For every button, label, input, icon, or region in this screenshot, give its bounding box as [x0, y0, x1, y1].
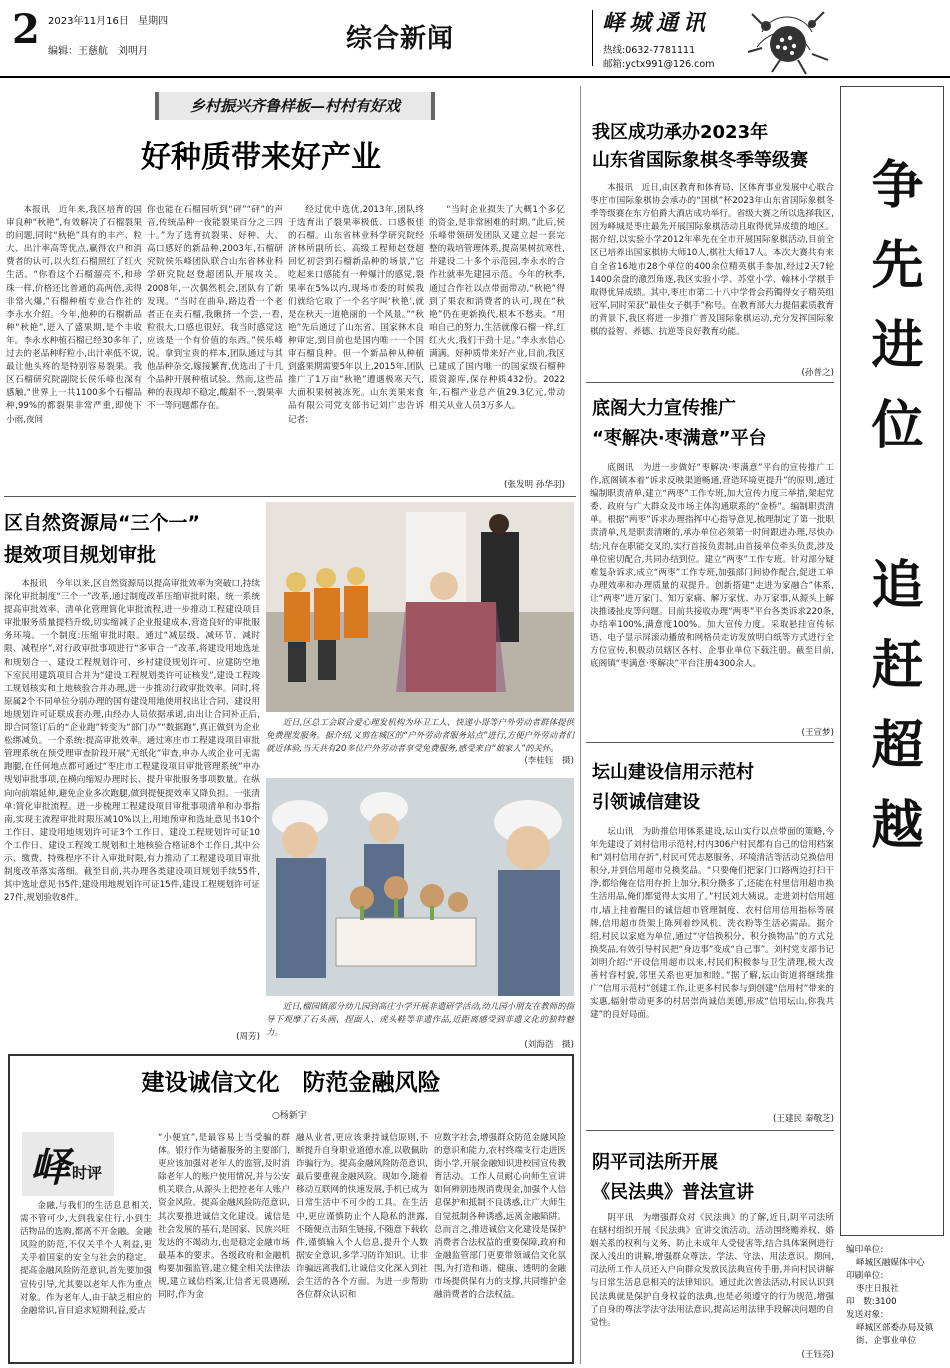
- photo2-credit: (刘海浩 摄): [524, 1040, 574, 1050]
- weekday-text: 星期四: [138, 16, 169, 27]
- date-text: 2023年11月16日: [48, 16, 129, 27]
- photo2-caption-text: 近日,榴园镇邵分幼儿园到高庄小学开展非遗研学活动,幼儿园小朋友在教师的指导下观摩了石头画、捏面人、虎头鞋等非遗作品,近距离感受到非遗文化的独特魅力。: [266, 1001, 574, 1037]
- article3-col2-text: “小便宜”,是最容易上当受骗的群体。银行作为储蓄服务的主要部门,更应该加强对老年人的监管,及时消除老年人的账户使用情况,并与公安机关联合,从源头上把控老年人账户资金风险。提高金融风险防范意识,其次要推进诚信文化建设。诚信是社会发展的基石,是国家、民族兴旺发达的不竭动力,也是稳定金融市场最基本的要求。各级政府和金融机构要加强监管,建立健全相关法律法规,建立诚信档案,让信者无畏遇剐,同时,作为金: [158, 1133, 290, 1301]
- article3-col4: [434, 1132, 566, 1360]
- article3-headline: 建设诚信文化 防范金融风险: [141, 1070, 441, 1096]
- photo1-credit: (李桂钰 摄): [524, 756, 574, 766]
- paper-name-logo: 峄城通讯: [602, 10, 711, 36]
- article7-credit: (王钰亮): [801, 1350, 834, 1360]
- article7-headline-1: 阴平司法所开展: [592, 1152, 718, 1173]
- article2-headline-1: 区自然资源局“三个一”: [4, 512, 200, 534]
- photo-haircut: [266, 502, 574, 712]
- masthead-rule: [0, 76, 950, 78]
- article1-col3-text: 经过优中选优,2013年,团队终于选育出了裂果率极低、口感极佳的石榴。山东省林业科学研究院经济林所副所长、高级工程师赵登超回忆初尝到石榴新品种的场景,“它吃起来口感能有一种爆汁的感觉,裂果率在5%以内,现场市委的时候我们就给它取了一个名字叫‘秋艳’,就是在秋天一道艳丽的一个风景。”“秋艳”先后通过了山东省、国家林木良种审定,到目前也是国内唯一一个国审石榴良种。但一个新品种从种植到盛果期需要5年以上,2015年,团队推广了1万亩“秋艳”遭遇极寒天气,大面积果树被冻死。山东美果来食品有限公司党支部书记刘广忠告诉记者:: [288, 205, 424, 425]
- article7-headline-2: 《民法典》普法宣讲: [592, 1182, 754, 1203]
- article4-headline-1: 我区成功承办2023年: [592, 122, 769, 143]
- article2-body: [4, 578, 260, 1014]
- article3-box: [8, 1054, 574, 1364]
- article2-body-text: 本报讯 今年以来,区自然资源局以提高审批效率为突破口,持续深化审批制度“三个一”改革,通过制度改革压缩审批时限、统一系统提高审批效率、清单化管理简化审批流程,进一步推动工程建设项目审批服务质量提档升级,切实缩减了企业报建成本,营造良好的审批服务环境。一个制度:压缩审批时限。通过“减层级、减环节、减时限、减程序”,对行政审批事项进行“多审合一”改革,将建设用地选址和规划合一、建设工程规划许可、乡村建设规划许可、应建防空地下室民用建筑项目合并为“建设工程规划类许可证核发”,建设工程竣工规划核实和土地核验合并办理,进一步推动行政审批效率。同时,将原属2个不同单位分别办理的国有建设用地使用权出让合同、建设用地规划许可证联成套办理,由经办人员依据承诺,由出让合同补正后,即合同签订后的“企业跑”转变为“部门办”“数据跑”,真正做到为企业松绑减负。一个系统:提高审批效率。通过寒庄市工程建设项目审批管理系统在预受理审查阶段开展“无纸化”审查,申办人或企业可无需跑腿,在任何地点都可通过“枣庄市工程建设项目审批管理系统”申办规划审批事项,在横向缩短办理时长、提升审批服务事项数量。在纵向向前端延伸,避免企业多次跑腿,做到提便提效率又降负担。一张清单:简化审批流程。进一步梳理工程建设项目审批事项清单和办事指南,实现主流程审批时限压减10%以上,用地预审和选址意见书10个工作日、建设用地规划许可证3个工作日、建设工程规划许可证10个工作日、建设工程竣工规划和土地核验合格证8个工作日,其中公示、缴费、特殊程序不计入审批时限,有力推动了工程建设项目审批制度改革落实落细。截至目前,共办理各类建设项目规划手续55件,其中选址意见书5件,建设用地规划许可证15件,建设工程规划许可证27件,规划验收8件。: [4, 579, 260, 904]
- imprint-printer-label: 印刷单位:: [846, 1271, 884, 1281]
- divider-article4: [586, 382, 834, 383]
- column-logo: [22, 1132, 114, 1196]
- column-logo-big: 峄: [30, 1144, 70, 1191]
- article4-headline-2: 山东省国际象棋冬季等级赛: [592, 150, 808, 171]
- haircut-photo-illustration: [266, 502, 574, 712]
- photo2-caption: [266, 1000, 574, 1052]
- article1-headline: 好种质带来好产业: [141, 140, 381, 175]
- pomegranate-icon: [742, 2, 834, 78]
- article1-col2-text: 你也能在石榴园听到“砰”“砰”的声音,传统品种一夜能裂果百分之三四十。”为了选育抗裂果、好种、大、高口感好的新品种,2003年,石榴研究院侯乐峰团队联合山东省林业科学研究院赵登超团队开展攻关。2008年,一次偶然机会,团队有了新发现。“当时在曲阜,路边看一个老者正在卖石榴,我瞅挤一个尝,一看,粒很大,口感也很好。我当时感觉这应该是一个有价值的东西。”侯乐峰说。拿到宝贵的样本,团队通过与其他品种杂交,嫁接繁育,优选出了十几个品种开展种植试验。然而,这些品种的表现却不稳定,酸甜不一,裂果率不一等问题都存在。: [147, 205, 283, 412]
- article5-credit: (王宣梦): [801, 728, 834, 738]
- article7-body: [590, 1212, 834, 1344]
- article2-credit: (周芳): [236, 1032, 260, 1042]
- article3-col3: [296, 1132, 428, 1360]
- imprint-copies-label: 印 数:: [846, 1297, 875, 1307]
- imprint-dist-label: 发送对象:: [846, 1310, 884, 1320]
- slogan-box: [840, 86, 944, 1236]
- article1-col1-text: 本报讯 近年来,我区培育的国审良种“秋艳”,有效解决了石榴裂果的问题,同时“秋艳”具有的丰产、粒大、出汁率高等优点,赢得农户和消费者的认可,以火红石榴照红了红火生活。“你看这个石榴溜亮不,和珍珠一样,价格还比普通的高两倍,卖得非常火爆,”石榴种植专业合作社的李永水介绍。今年,他种的石榴新品种“秋艳”,进入了盛果期,是个丰收年。李永水种植石榴已经30多年了,过去的老品种籽粒小,出汁率低不说,最让他头疼的是特别容易裂果。我区石榴研究院副院长侯乐峰也深有感触,“世界上一共1100多个石榴品种,99%的都裂果非常严重,即使下小雨,夜间: [6, 205, 142, 425]
- article5-headline-2: “枣解决·枣满意”平台: [592, 428, 767, 449]
- imprint-publisher: 峄城区融媒体中心: [856, 1258, 925, 1268]
- imprint: [846, 1244, 946, 1348]
- editor-names: 王慈航 刘明月: [78, 46, 148, 57]
- photo1-caption: [266, 716, 574, 768]
- article1-credit: (张发明 孙华羽): [504, 480, 565, 490]
- masthead-divider: [592, 10, 593, 66]
- photo1-caption-text: 近日,区总工会联合爱心理发机构为环卫工人、快递小哥等户外劳动者群体提供免费理发服务。据介绍,义剪在城区的“户外劳动者服务站点”进行,方便户外劳动者们就近体验,当天共有20多位户外劳动者享受免费服务,感受来自“娘家人”的关怀。: [266, 717, 574, 753]
- article1-col2: [147, 204, 283, 492]
- article1-col4-text: “当时企业损失了大概1个多亿的资金,是非常困难的时期。”此后,侯乐峰带领研发团队又建立起一套完整的栽培管理体系,提高果树抗寒性,并建设二十多个示范园,李永水的合作社就率先建园示范。今年的秋季,通过合作社以点带面带动,“秋艳”得到了果农和消费者的认可,现在“秋艳”仍在更新换代,根本不愁卖。“用咱自己的努力,生活就像石榴一样,红红火火,我们干劲十足。”李永水信心满满。好种质带来好产业,目前,我区已建成了国内唯一的国家级石榴种质资源库,保存种质432份。2022年,石榴产业总产值29.3亿元,带动相关从业人员3万多人。: [429, 205, 565, 412]
- article3-col4-text: 应数字社会,增强群众防范金融风险的意识和能力,农村终端支行走进医街小学,开展金融知识进校园宣传教育活动。工作人员耐心向师生宣讲如何辨别违规消费现金,加强个人信息保护和抵制不良诱惑,让广大师生自觉抵制各种诱惑,远离金融陷阱。总而言之,推进诚信文化建设是保护消费者合法权益的重要保障,政府和金融监管部门更要带领诚信文化氛围,为打造和谐、健康、透明的金融市场提供保有力的支撑,共同维护金融消费者的合法权益。: [434, 1133, 566, 1301]
- email: 邮箱:yctx991@126.com: [603, 59, 715, 70]
- hotline: 热线:0632-7781111: [603, 45, 696, 56]
- imprint-copies: 3100: [874, 1297, 897, 1307]
- article3-col1-text: 金融,与我们的生活息息相关,需不管可少,大到我家住行,小到生活物品的选购,都离不开金融。金融风险的防范,不仅关乎个人利益,更关乎着国家的安全与社会的稳定。提高金融风险防范意识,首先要加强宣传引导,尤其要以老年人作为重点对象。作为老年人,由于缺乏相应的金融常识,盲目追求短期利益,爱占: [20, 1201, 152, 1316]
- banner-box: [155, 92, 435, 120]
- editors-line: [48, 42, 148, 57]
- article5-body: [590, 462, 834, 724]
- column-logo-small: 时评: [72, 1164, 103, 1182]
- imprint-copies-row: [846, 1296, 946, 1309]
- issue-date: [48, 12, 168, 27]
- article1-col4: [429, 204, 565, 476]
- article6-headline-1: 坛山建设信用示范村: [592, 762, 754, 783]
- article5-headline-1: 底阁大力宣传推广: [592, 398, 736, 419]
- masthead: [0, 0, 950, 80]
- article4-body: [590, 182, 834, 364]
- photo-kids-craft: [266, 778, 574, 996]
- divider-article6: [586, 1130, 834, 1131]
- article6-credit: (王建民 秦敬芝): [773, 1114, 834, 1124]
- article6-body: [590, 826, 834, 1108]
- page-number: 2: [12, 6, 40, 53]
- article2-headline-2: 提效项目规划审批: [4, 544, 157, 566]
- kids-photo-illustration: [266, 778, 574, 996]
- slogan-text: 争先进位 追赶超越: [862, 157, 923, 877]
- article3-col1: [20, 1200, 152, 1360]
- article3-col2: [158, 1132, 290, 1360]
- imprint-dist: 峄城区部委办局及镇街、企事业单位: [856, 1323, 934, 1346]
- article1-col3: [288, 204, 424, 492]
- article4-body-text: 本报讯 近日,由区教育和体育局、区体育事业发展中心联合枣庄市国际象棋协会承办的“国棋”杯2023年山东省国际象棋冬季等级赛在东方伯爵大酒店成功举行。省级大赛之所以选择我区,因为峄城是枣庄最先开展国际象棋活动且取得优异成绩的地区。据介绍,以实验小学2012年率先在全市开展国际象棋活动,目前全区已培养出国家棋协大师10人,棋社大师17人。本次大赛共有来自全省16地市28个单位的400余位精英棋手参加,经过2天7轮1400余盘的激烈角逐,我区实验小学、苏堂小学、翰林小学棋手取得优异成绩。其中,枣庄市第二十八中学骨会药镯得女子精英组冠军,同时荣获“最佳女子棋手”称号。在教育部大力提倡素质教育的背景下,我区将进一步推广普及国际象棋运动,充分发挥国际象棋的益智、养德、抗逆等良好教育功能。: [590, 183, 834, 338]
- column-divider: [580, 86, 581, 1364]
- imprint-publisher-label: 编印单位:: [846, 1245, 884, 1255]
- editor-label: 编辑：: [48, 46, 78, 57]
- article3-col3-text: 融从业者,更应该秉持诚信原则,不断提升自身职业道德水准,以敬佩助诈骗行为。提高金融风险防范意识,最后要重视金融风险。现如今,随着移动互联网的快速发展,手机已成为日常生活中不可少的工具。在生活中,更应谨慎防止个人隐私的泄露,不随便点击陌生链接,不随意下载软件,谨慎输入个人信息,提升个人数据安全意识,多学习防诈知识。让非诈骗远离我们,让诚信文化深入到社会生活的各个方面。为进一步帮助各位群众认识和: [296, 1133, 428, 1301]
- section-title: 综合新闻: [346, 24, 455, 54]
- divider-article5: [586, 742, 834, 743]
- article3-author: ○杨新宇: [272, 1111, 307, 1121]
- article6-body-text: 坛山讯 为助推信用体系建设,坛山实行以点带面的策略,今年先建设了刘村信用示范村,村内306户村民都有自己的信用档案和“刘村信用存折”,村民可凭志愿服务、环境清洁等活动兑换信用积分,并到信用超市兑换奖品。“只要俺们把家门口路两边打扫干净,都给俺在信用存折上加分,积分攒多了,还能在村里信用超市换生活用品,俺们都觉得太实用了。”村民刘大姨说。走进刘村信用超市,墙上挂着醒目的诚信超市管理制度、农村信用信用指标等展牌,信用超市货架上陈列着纱风机、洗衣粉等生活必需品。据介绍,村民以家庭为单位,通过“守信换积分、积分换物品”的方式兑换奖品,有效引导村民把“身边事”变成“自己事”。刘村党支部书记刘明介绍:“开设信用超市以来,村民们积极参与卫生清理,极大改善村容村貌,邻里关系也更加和睦。”据了解,坛山街道将继续推广“信用示范村”创建工作,让更多村民参与到创建“信用村”带来的实惠,辐射带动更多的村居崇尚诚信美德,形成“信用坛山,你我共建”的良好局面。: [590, 827, 834, 1021]
- article5-body-text: 底阁讯 为进一步做好“枣解决·枣满意”平台的宣传推广工作,底阁镇本着“诉求反映渠道畅通,营造环境更提升”的原则,通过编制职责清单,建立“两枣”工作专班,加大宣传力度三举措,架起党委、政府与广大群众及市场主体沟通联系的“金桥”。编制职责清单。根据“两枣”诉求办理指挥中心指导意见,梳理制定了第一批职责清单,凡是职责清晰的,承办单位必须第一时间跟进办理,尽快办结;凡存在职能交叉的,实行首接负责制,由首接单位牵头负责,涉及单位密切配合,共同办结到位。建立“两枣”工作专班。针对部分疑难复杂诉求,成立“两枣”工作专班,加强部门间协作配合,促进工单办理效率和办理质量的双提升。创新搭建“走进为家融合”体系,让“两枣”进万家门、知万家痛、解万家忧、办万家事,从源头上解决推诿扯皮等问题。目前共接收办理“两枣”平台各类诉求220条,办结率100%,满意度100%。加大宣传力度。采取悬挂宣传标语、电子显示屏滚动播放和网格员走访发放明白纸等方式进行全方位宣传,积极动员辖区各村、企事业单位下载注册。截至目前,底阁镇“枣满意·枣解决”平台注册4300余人。: [590, 463, 834, 670]
- banner-text: 乡村振兴齐鲁样板—村村有好戏: [189, 97, 400, 115]
- article6-headline-2: 引领诚信建设: [592, 792, 700, 813]
- imprint-printer: 枣庄日报社: [856, 1284, 899, 1294]
- article7-body-text: 阴平讯 为增强群众对《民法典》的了解,近日,阴平司法所在辖村组织开展《民法典》宣讲交流活动。活动围绕赡养权、婚姻关系的权利与义务、防止未成年人受侵害等,结合具体案例进行深入浅出的讲解,增强群众尊法、学法、守法、用法意识。期间,司法所工作人员还入户向群众发放民法典宣传手册,并向村民讲解与日常生活息息相关的法律知识。通过此次普法活动,村民认识到民法典就是保护自身权益的法典,也是必须遵守的行为规范,增强了自身的尊法学法守法用法意识,提高运用法律手段解决问题的自觉性。: [590, 1213, 834, 1328]
- article1-col1: [6, 204, 142, 492]
- divider-article1: [4, 496, 576, 497]
- article4-credit: (孙普之): [801, 368, 834, 378]
